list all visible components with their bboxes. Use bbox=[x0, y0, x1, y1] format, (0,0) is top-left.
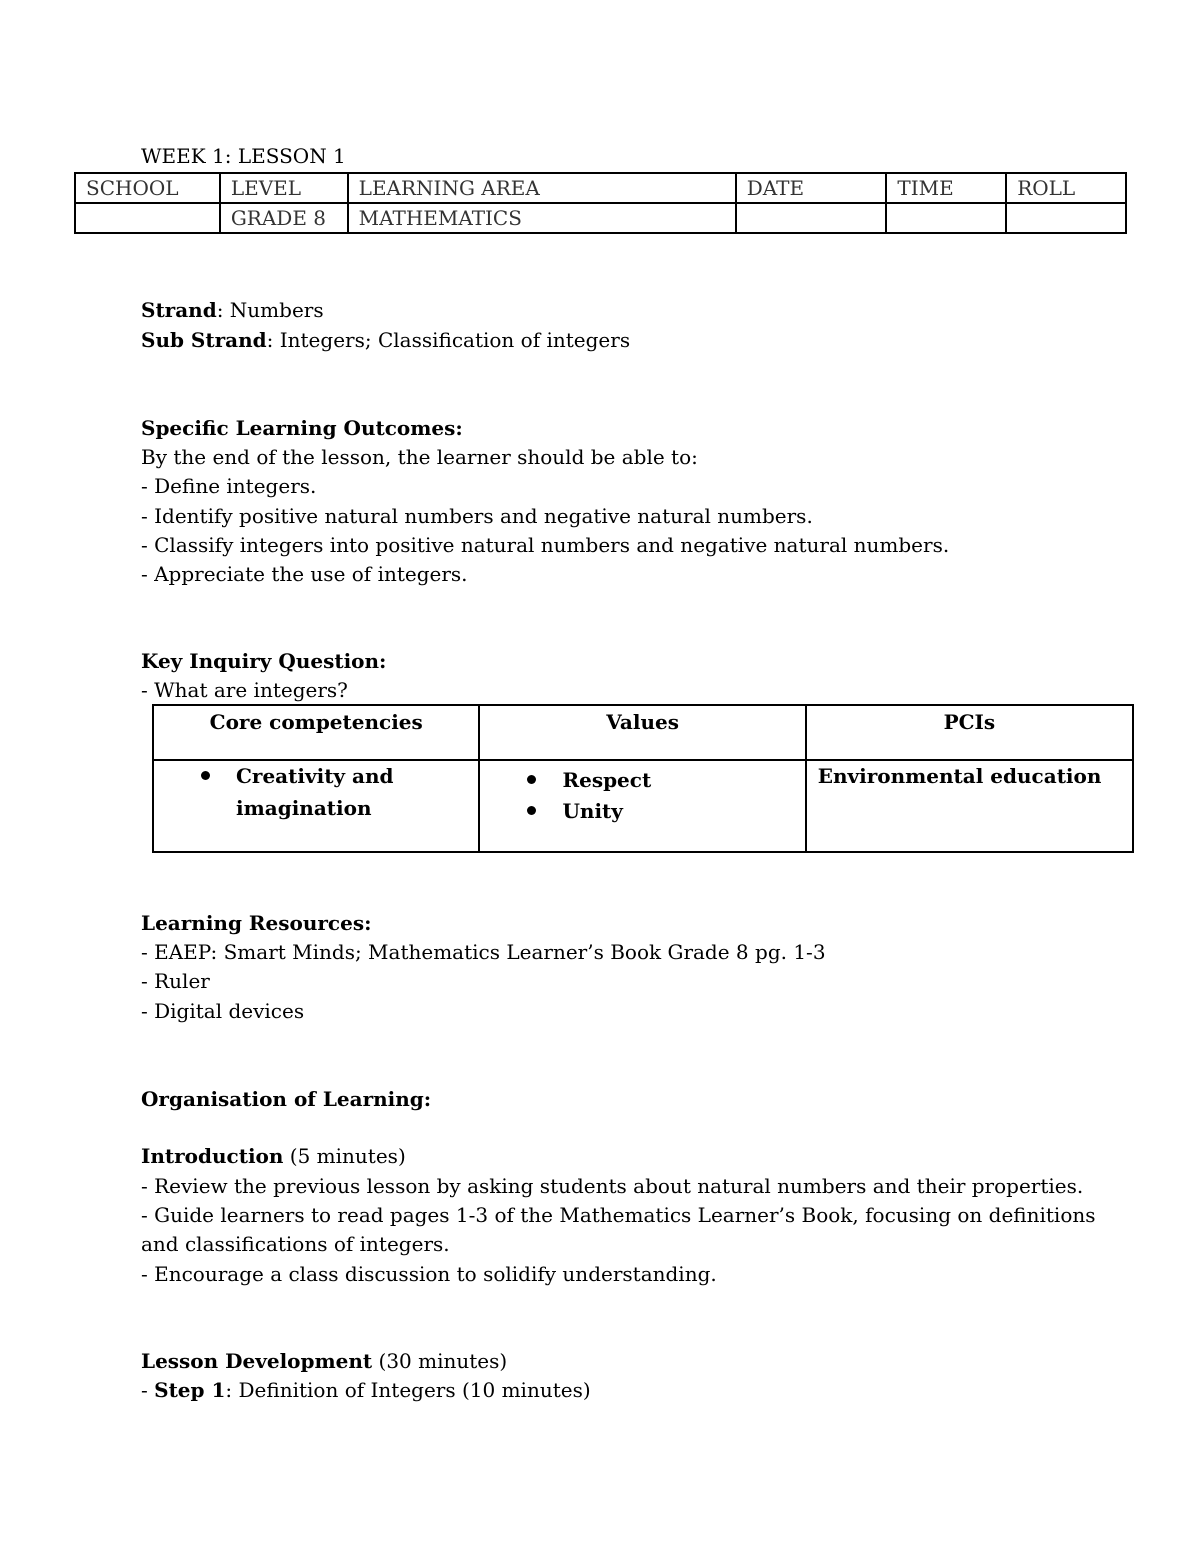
introduction-item: - Encourage a class discussion to solidify understanding. bbox=[141, 1262, 717, 1286]
development-line bbox=[141, 1349, 507, 1373]
development-duration: (30 minutes) bbox=[372, 1349, 508, 1373]
outcome-item: - Identify positive natural numbers and negative natural numbers. bbox=[141, 504, 813, 528]
header-cell-date: DATE bbox=[736, 173, 887, 203]
value-cell-roll bbox=[1006, 203, 1126, 233]
value-row bbox=[75, 203, 1126, 233]
outcome-item: - Define integers. bbox=[141, 474, 317, 498]
introduction-label: Introduction bbox=[141, 1144, 284, 1168]
value-cell-school bbox=[75, 203, 220, 233]
value-cell-time bbox=[886, 203, 1006, 233]
pcis-cell bbox=[806, 760, 1133, 852]
introduction-item: - Guide learners to read pages 1-3 of the Mathematics Learner’s Book, focusing on definitions bbox=[141, 1203, 1096, 1227]
outcome-item: - Classify integers into positive natural numbers and negative natural numbers. bbox=[141, 533, 950, 557]
competencies-body-row bbox=[153, 760, 1133, 852]
value-item: Respect bbox=[480, 764, 804, 796]
organisation-heading-text: Organisation of Learning: bbox=[141, 1087, 432, 1111]
core-competencies-header: Core competencies bbox=[153, 705, 479, 760]
outcomes-heading bbox=[141, 416, 463, 440]
introduction-item: and classifications of integers. bbox=[141, 1232, 450, 1256]
resource-item: - Ruler bbox=[141, 969, 210, 993]
value-cell-learning-area: MATHEMATICS bbox=[348, 203, 736, 233]
strand-label: Strand bbox=[141, 298, 217, 322]
sub-strand-line bbox=[141, 328, 630, 352]
resources-heading bbox=[141, 911, 371, 935]
introduction-item: - Review the previous lesson by asking students about natural numbers and their properties. bbox=[141, 1174, 1084, 1198]
pci-item: Environmental education bbox=[817, 764, 1102, 788]
header-cell-roll: ROLL bbox=[1006, 173, 1126, 203]
outcomes-intro: By the end of the lesson, the learner should be able to: bbox=[141, 445, 698, 469]
inquiry-heading bbox=[141, 649, 386, 673]
development-label: Lesson Development bbox=[141, 1349, 373, 1373]
competencies-header-row bbox=[153, 705, 1133, 760]
step-label: Step 1 bbox=[154, 1378, 226, 1402]
sub-strand-label: Sub Strand bbox=[141, 328, 267, 352]
competencies-table bbox=[152, 704, 1134, 853]
outcomes-heading-text: Specific Learning Outcomes: bbox=[141, 416, 463, 440]
strand-value: : Numbers bbox=[216, 298, 324, 322]
introduction-line bbox=[141, 1144, 406, 1168]
value-cell-date bbox=[736, 203, 887, 233]
header-cell-time: TIME bbox=[886, 173, 1006, 203]
step-text: : Definition of Integers (10 minutes) bbox=[225, 1378, 591, 1402]
sub-strand-value: : Integers; Classification of integers bbox=[266, 328, 631, 352]
organisation-heading bbox=[141, 1087, 431, 1111]
resource-item: - EAEP: Smart Minds; Mathematics Learner’s Book Grade 8 pg. 1-3 bbox=[141, 940, 826, 964]
value-item: Unity bbox=[480, 795, 804, 827]
resource-item: - Digital devices bbox=[141, 999, 305, 1023]
value-cell-level: GRADE 8 bbox=[220, 203, 348, 233]
step-prefix: - bbox=[141, 1378, 155, 1402]
header-cell-level: LEVEL bbox=[220, 173, 348, 203]
lesson-title: WEEK 1: LESSON 1 bbox=[141, 144, 346, 168]
header-row bbox=[75, 173, 1126, 203]
header-cell-school: SCHOOL bbox=[75, 173, 220, 203]
pcis-header: PCIs bbox=[806, 705, 1133, 760]
values-cell bbox=[479, 760, 805, 852]
inquiry-heading-text: Key Inquiry Question: bbox=[141, 649, 387, 673]
resources-heading-text: Learning Resources: bbox=[141, 911, 372, 935]
strand-line bbox=[141, 298, 324, 322]
core-competencies-cell bbox=[153, 760, 479, 852]
values-header: Values bbox=[479, 705, 805, 760]
outcome-item: - Appreciate the use of integers. bbox=[141, 562, 468, 586]
core-competency-item: Creativity and imagination bbox=[154, 760, 478, 824]
lesson-header-table bbox=[74, 172, 1127, 234]
development-step bbox=[141, 1378, 591, 1402]
introduction-duration: (5 minutes) bbox=[283, 1144, 406, 1168]
header-cell-learning-area: LEARNING AREA bbox=[348, 173, 736, 203]
inquiry-question: - What are integers? bbox=[141, 678, 348, 702]
